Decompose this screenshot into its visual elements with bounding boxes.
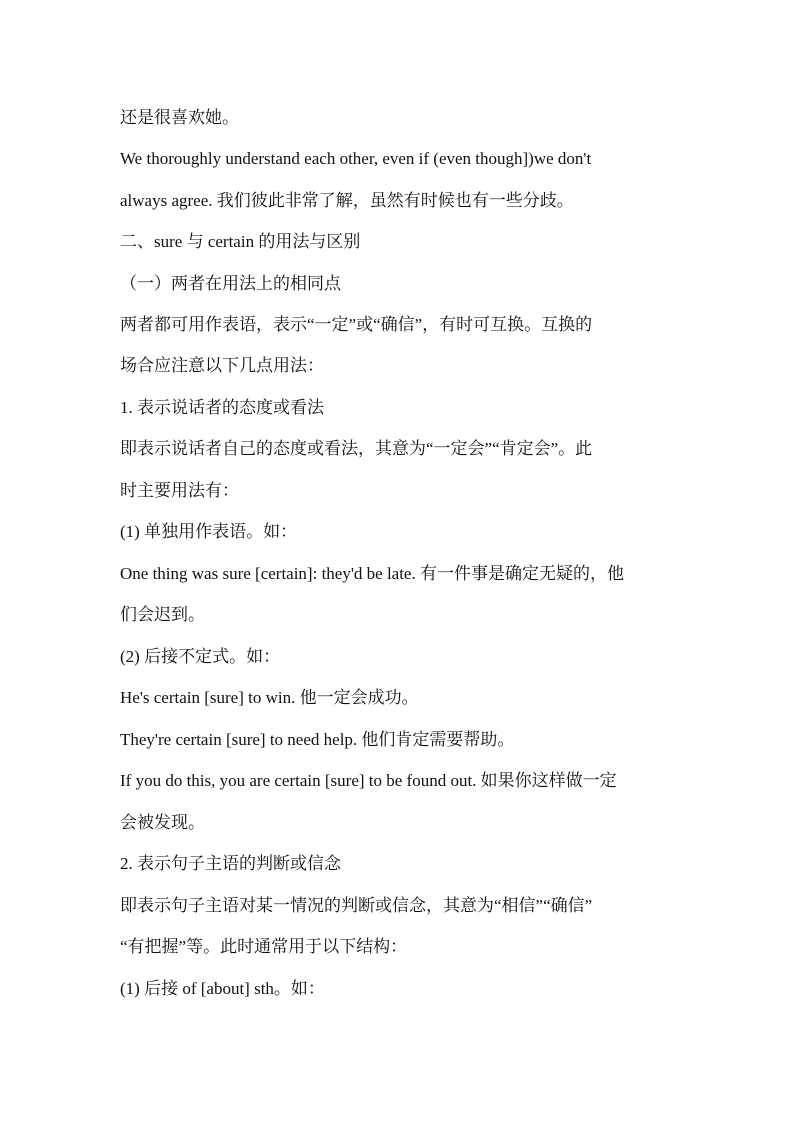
example-sentence: They're certain [sure] to need help. 他们肯定需要帮助。 xyxy=(120,730,515,749)
example-sentence-english: We thoroughly understand each other, even if (even though])we don't xyxy=(120,149,592,168)
usage-item: (1) 后接 of [about] sth。如： xyxy=(120,979,325,998)
paragraph-line: 时主要用法有： xyxy=(120,481,239,500)
example-sentence: 们会迟到。 xyxy=(120,605,205,624)
example-sentence: He's certain [sure] to win. 他一定会成功。 xyxy=(120,688,419,707)
example-sentence: 会被发现。 xyxy=(120,813,205,832)
text-line-continuation: 还是很喜欢她。 xyxy=(120,108,239,127)
paragraph-line: 即表示说话者自己的态度或看法，其意为“一定会”“肯定会”。此 xyxy=(120,439,593,458)
paragraph-line: 两者都可用作表语，表示“一定”或“确信”，有时可互换。互换的 xyxy=(120,315,593,334)
paragraph-line: “有把握”等。此时通常用于以下结构： xyxy=(120,937,408,956)
paragraph-line: 即表示句子主语对某一情况的判断或信念，其意为“相信”“确信” xyxy=(120,896,593,915)
usage-item: (1) 单独用作表语。如： xyxy=(120,522,298,541)
example-sentence-translation: always agree. 我们彼此非常了解，虽然有时候也有一些分歧。 xyxy=(120,191,574,210)
point-heading: 2. 表示句子主语的判断或信念 xyxy=(120,854,341,873)
point-heading: 1. 表示说话者的态度或看法 xyxy=(120,398,324,417)
paragraph-line: 场合应注意以下几点用法： xyxy=(120,356,324,375)
section-heading: 二、sure 与 certain 的用法与区别 xyxy=(120,232,361,251)
example-sentence: If you do this, you are certain [sure] to be found out. 如果你这样做一定 xyxy=(120,771,617,790)
example-sentence: One thing was sure [certain]: they'd be late. 有一件事是确定无疑的，他 xyxy=(120,564,624,583)
subsection-heading: （一）两者在用法上的相同点 xyxy=(120,274,341,293)
usage-item: (2) 后接不定式。如： xyxy=(120,647,281,666)
